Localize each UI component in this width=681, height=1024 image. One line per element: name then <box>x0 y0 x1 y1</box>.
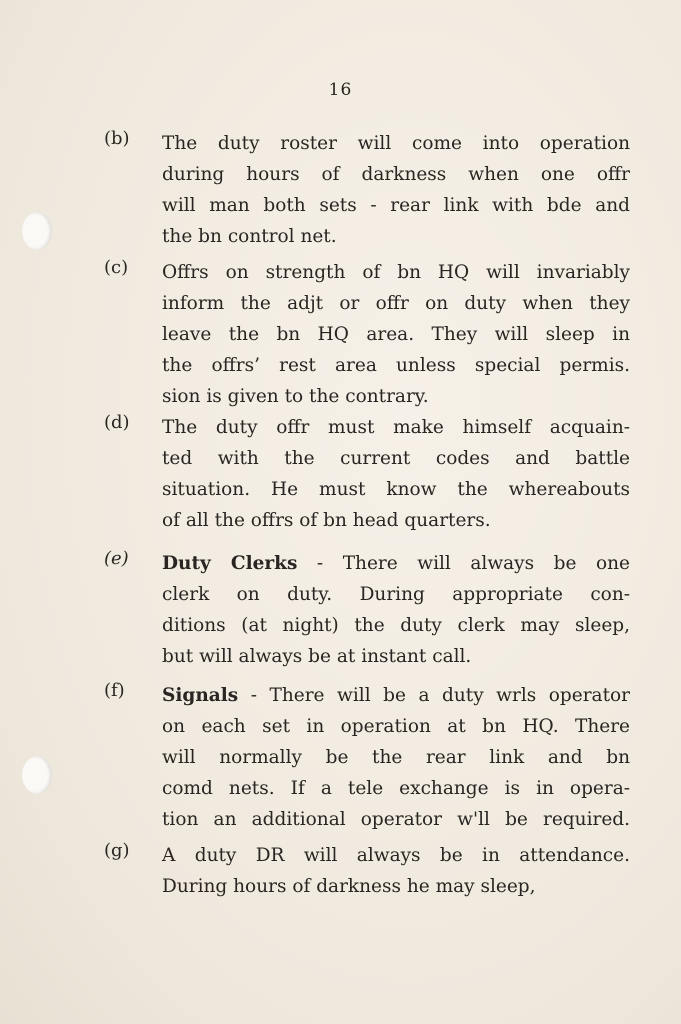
text-line: tion an additional operator w'll be required. <box>162 809 630 830</box>
text-line: ted with the current codes and battle <box>162 448 630 469</box>
text-line: A duty DR will always be in attendance. <box>162 845 630 866</box>
text-line: clerk on duty. During appropriate con- <box>162 584 630 605</box>
text-line: Offrs on strength of bn HQ will invariably <box>162 262 630 283</box>
text-line: on each set in operation at bn HQ. There <box>162 716 630 737</box>
text-line: comd nets. If a tele exchange is in opera- <box>162 778 630 799</box>
text-line: During hours of darkness he may sleep, <box>162 876 536 897</box>
paragraph-label: (f) <box>104 680 125 701</box>
paragraph-label: (c) <box>104 257 129 278</box>
text-line: the bn control net. <box>162 226 337 247</box>
text-line <box>162 548 630 579</box>
section-heading: Duty Clerks <box>162 553 298 574</box>
text-line: inform the adjt or offr on duty when they <box>162 293 630 314</box>
text-line: ditions (at night) the duty clerk may sleep, <box>162 615 630 636</box>
text-line: The duty offr must make himself acquain- <box>162 417 630 438</box>
punch-hole <box>22 212 52 250</box>
paragraph-g <box>104 840 644 902</box>
paragraph-c <box>104 257 644 412</box>
text-line: situation. He must know the whereabouts <box>162 479 630 500</box>
text-line: during hours of darkness when one offr <box>162 164 630 185</box>
text-line: leave the bn HQ area. They will sleep in <box>162 324 630 345</box>
section-heading: Signals <box>162 685 239 706</box>
text-line <box>162 680 630 711</box>
text-fragment: - There will always be one <box>297 553 630 574</box>
text-fragment: - There will be a duty wrls operator <box>238 685 630 706</box>
text-line: The duty roster will come into operation <box>162 133 630 154</box>
page-number: 16 <box>328 80 353 100</box>
paragraph-label: (d) <box>104 412 130 433</box>
text-line: sion is given to the contrary. <box>162 386 429 407</box>
paragraph-label: (e) <box>104 548 129 569</box>
paragraph-d <box>104 412 644 536</box>
paragraph-b <box>104 128 644 252</box>
text-line: will man both sets - rear link with bde and <box>162 195 630 216</box>
text-line: will normally be the rear link and bn <box>162 747 630 768</box>
punch-hole <box>22 756 52 794</box>
text-line: of all the offrs of bn head quarters. <box>162 510 491 531</box>
paragraph-e <box>104 548 644 672</box>
text-line: the offrs’ rest area unless special permis. <box>162 355 630 376</box>
text-line: but will always be at instant call. <box>162 646 472 667</box>
paragraph-f <box>104 680 644 835</box>
paragraph-label: (b) <box>104 128 130 149</box>
paragraph-label: (g) <box>104 840 130 861</box>
